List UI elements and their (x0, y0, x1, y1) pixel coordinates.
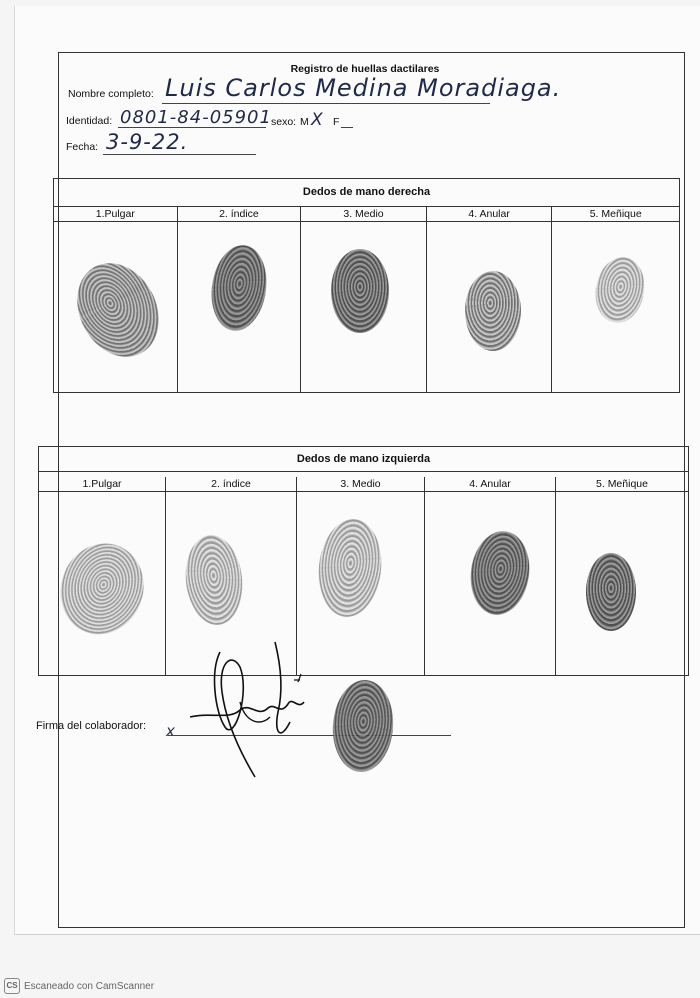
right-ring-fingerprint (465, 271, 521, 351)
handwritten-signature (180, 632, 320, 782)
left-pinky-fingerprint (586, 553, 636, 631)
camscanner-logo-icon: CS (4, 978, 20, 994)
signature-x-mark: x (166, 722, 176, 740)
left-finger-header-3: 3. Medio (297, 477, 424, 492)
sex-f-option: F (333, 116, 340, 128)
left-finger-cell-5 (556, 477, 688, 675)
right-finger-cell-4 (427, 207, 553, 392)
right-finger-header-5: 5. Meñique (552, 207, 679, 222)
name-label: Nombre completo: (68, 88, 154, 100)
right-hand-title: Dedos de mano derecha (54, 179, 679, 207)
left-finger-header-5: 5. Meñique (556, 477, 688, 492)
date-underline (103, 154, 256, 155)
sex-label: sexo: (271, 116, 297, 128)
left-hand-table (38, 446, 689, 676)
signature-label: Firma del colaborador: (36, 720, 147, 732)
right-finger-cell-3 (301, 207, 427, 392)
right-finger-cell-2 (178, 207, 302, 392)
date-label: Fecha: (66, 141, 99, 153)
right-index-fingerprint (206, 242, 271, 335)
sex-f-underline (341, 127, 353, 128)
left-middle-fingerprint (314, 516, 386, 620)
sex-m-option: M (300, 116, 309, 128)
right-finger-header-4: 4. Anular (427, 207, 552, 222)
form-title: Registro de huellas dactilares (290, 63, 440, 75)
right-finger-header-2: 2. índice (178, 207, 301, 222)
left-finger-header-2: 2. índice (166, 477, 296, 492)
left-hand-title: Dedos de mano izquierda (39, 447, 688, 472)
name-value: Luis Carlos Medina Moradiaga. (165, 74, 562, 102)
left-finger-cell-1 (39, 477, 166, 675)
left-finger-header-4: 4. Anular (425, 477, 555, 492)
id-value: 0801-84-05901 (120, 107, 272, 128)
camscanner-footer (4, 978, 154, 994)
right-pinky-fingerprint (591, 253, 650, 326)
left-hand-columns (39, 477, 688, 675)
id-label: Identidad: (66, 115, 113, 127)
right-finger-header-1: 1.Pulgar (54, 207, 177, 222)
sex-x-mark: X (311, 110, 324, 130)
right-finger-cell-1 (54, 207, 178, 392)
left-ring-fingerprint (465, 527, 534, 618)
left-thumb-fingerprint (48, 532, 157, 646)
right-hand-table (53, 178, 680, 393)
name-underline (162, 103, 490, 104)
left-index-fingerprint (181, 532, 246, 627)
left-finger-cell-4 (425, 477, 556, 675)
right-hand-columns (54, 207, 679, 392)
id-underline (118, 127, 266, 128)
right-middle-fingerprint (331, 249, 389, 333)
right-finger-cell-5 (552, 207, 679, 392)
date-value: 3-9-22. (106, 130, 189, 154)
right-thumb-fingerprint (61, 249, 174, 371)
left-finger-header-1: 1.Pulgar (39, 477, 165, 492)
camscanner-text: Escaneado con CamScanner (24, 980, 155, 992)
right-finger-header-3: 3. Medio (301, 207, 426, 222)
